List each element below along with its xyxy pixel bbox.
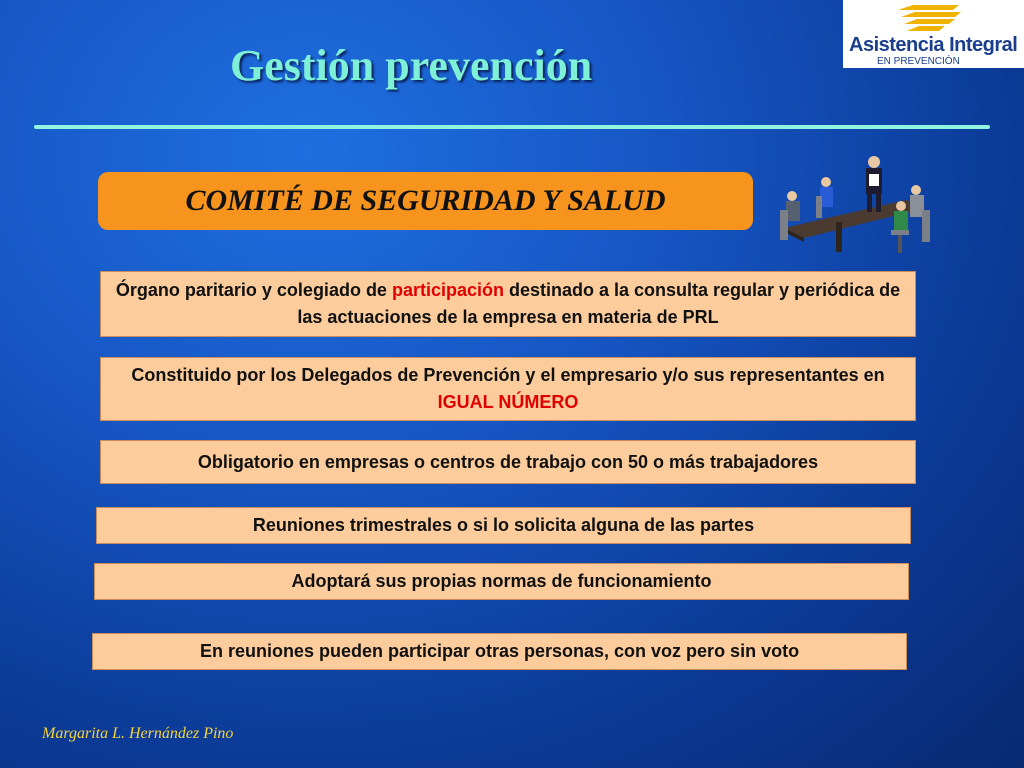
info-box-3 xyxy=(100,440,916,484)
highlight-igual-numero: IGUAL NÚMERO xyxy=(437,392,579,412)
logo-name: Asistencia Integral xyxy=(849,34,1018,56)
info-box-5-text: Adoptará sus propias normas de funcionamiento xyxy=(291,571,712,591)
info-box-1 xyxy=(100,271,916,337)
logo-subtitle: EN PREVENCIÓN xyxy=(877,56,960,67)
winged-logo-icon xyxy=(893,2,973,34)
author-footer: Margarita L. Hernández Pino xyxy=(42,725,234,742)
info-box-6 xyxy=(92,633,907,670)
section-banner xyxy=(98,172,753,230)
info-box-4 xyxy=(96,507,911,544)
meeting-clipart-icon xyxy=(776,150,936,260)
company-logo xyxy=(843,0,1024,68)
info-box-2 xyxy=(100,357,916,421)
info-box-6-text: En reuniones pueden participar otras personas, con voz pero sin voto xyxy=(199,641,800,661)
info-box-4-text: Reuniones trimestrales o si lo solicita alguna de las partes xyxy=(252,515,755,535)
slide-title: Gestión prevención xyxy=(230,41,593,90)
info-box-3-text: Obligatorio en empresas o centros de trabajo con 50 o más trabajadores xyxy=(197,451,819,472)
info-box-2-text: Constituido por los Delegados de Prevención y el empresario y/o sus representantes en IGUAL NÚMERO xyxy=(131,365,885,412)
info-box-5 xyxy=(94,563,909,600)
banner-text: COMITÉ DE SEGURIDAD Y SALUD xyxy=(185,184,666,217)
title-divider xyxy=(34,125,990,129)
highlight-participacion: participación xyxy=(391,280,504,300)
info-box-1-text: Órgano paritario y colegiado de participación destinado a la consulta regular y periódica de las actuaciones de la empresa en materia de PRL xyxy=(115,280,901,327)
